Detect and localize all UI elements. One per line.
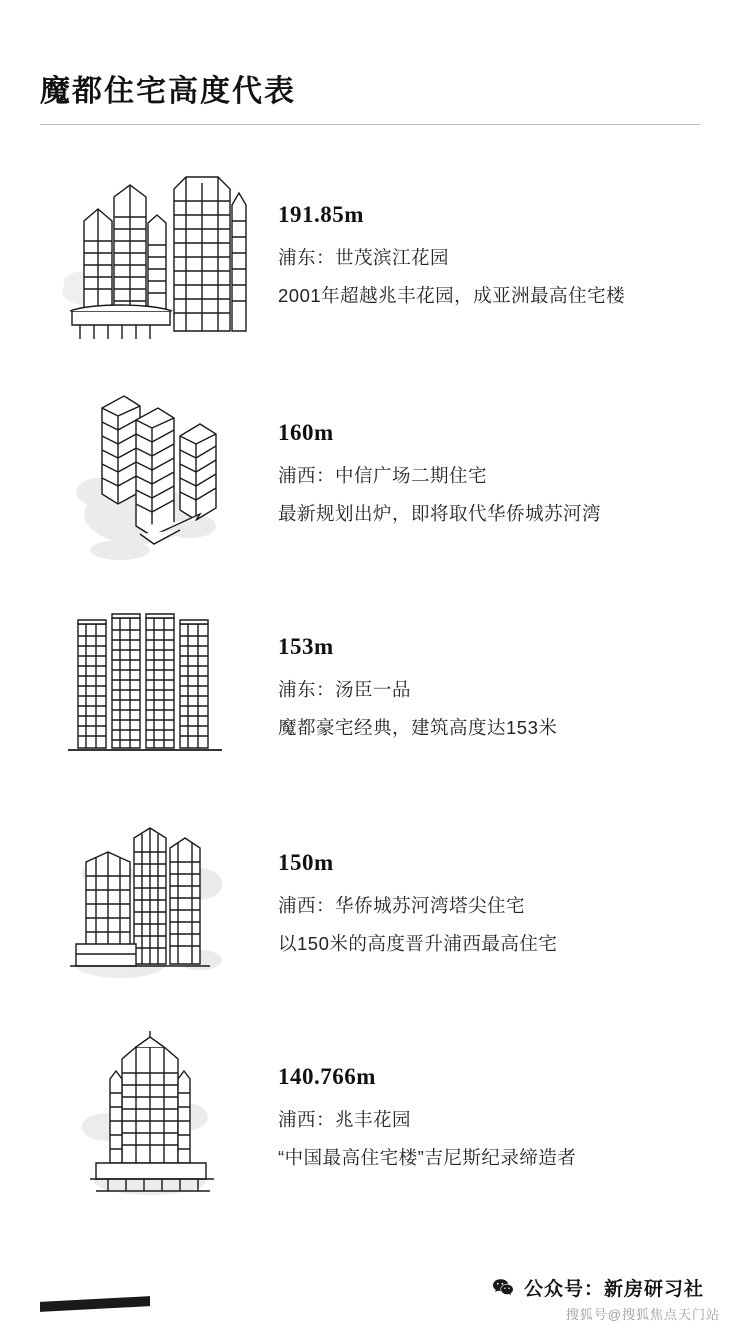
building-height: 160m [278,419,334,445]
building-height: 191.85m [278,201,364,227]
building-description: 魔都豪宅经典，建筑高度达153米 [278,716,558,738]
list-item [40,593,700,783]
building-height: 150m [278,849,334,875]
list-item [40,1023,700,1213]
list-item [40,379,700,569]
footer-brand [491,1274,704,1301]
tomson-riviera-illustration [40,593,260,783]
list-item-text [260,634,700,742]
page-header [40,0,700,125]
building-height: 140.766m [278,1063,376,1089]
page-footer [0,1267,740,1331]
shimao-riverside-garden-illustration [40,161,260,351]
header-divider [40,124,700,125]
building-location: 浦东：汤臣一品 [278,678,412,700]
building-location: 浦西：中信广场二期住宅 [278,464,488,486]
building-location: 浦西：兆丰花园 [278,1108,412,1130]
page-title: 魔都住宅高度代表 [40,75,296,108]
footer-brand-text: 公众号：新房研习社 [523,1279,704,1300]
building-height: 153m [278,633,334,659]
zhaofeng-garden-illustration [40,1023,260,1213]
footer-watermark: 搜狐号@搜狐焦点天门站 [565,1307,720,1322]
building-description: 最新规划出炉，即将取代华侨城苏河湾 [278,502,602,524]
list-item-text [260,850,700,958]
citic-plaza-phase2-illustration [40,379,260,569]
list-item-text [260,1064,700,1172]
building-list [40,161,700,1213]
building-location: 浦东：世茂滨江花园 [278,246,450,268]
building-description: 以150米的高度晋升浦西最高住宅 [278,932,558,954]
list-item [40,161,700,351]
list-item-text [260,420,700,528]
building-description: 2001年超越兆丰花园，成亚洲最高住宅楼 [278,284,626,306]
wechat-icon [491,1276,515,1300]
list-item-text [260,202,700,310]
oct-suhewan-illustration [40,809,260,999]
footer-accent-bar [40,1296,150,1312]
building-description: “中国最高住宅楼”吉尼斯纪录缔造者 [278,1146,577,1168]
list-item [40,809,700,999]
building-location: 浦西：华侨城苏河湾塔尖住宅 [278,894,526,916]
